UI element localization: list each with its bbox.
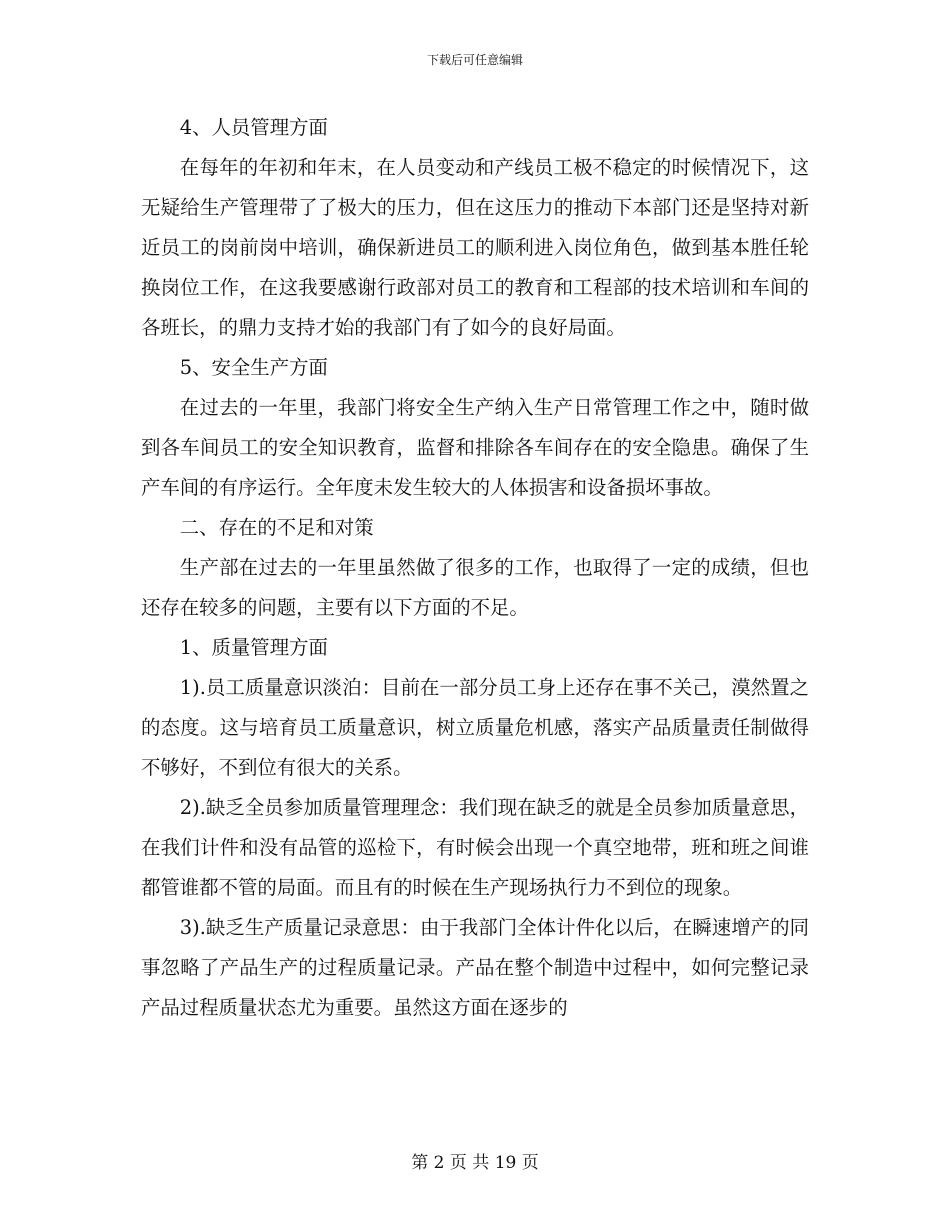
paragraph-personnel: 在每年的年初和年末，在人员变动和产线员工极不稳定的时候情况下，这无疑给生产管理带了了极大的压力，但在这压力的推动下本部门还是坚持对新近员工的岗前岗中培训，确保新进员工的顺利进入岗位角色，做到基本胜任轮换岗位工作，在这我要感谢行政部对员工的教育和工程部的技术培训和车间的各班长，的鼎力支持才始的我部门有了如今的良好局面。	[141, 156, 809, 339]
page-footer: 第 2 页 共 19 页	[411, 1153, 539, 1173]
document-body	[141, 108, 809, 1028]
paragraph-quality-1: 1).员工质量意识淡泊：目前在一部分员工身上还存在事不关己，漠然置之的态度。这与培育员工质量意识，树立质量危机感，落实产品质量责任制做得不够好，不到位有很大的关系。	[141, 676, 809, 779]
section-heading-personnel: 4、人员管理方面	[179, 116, 328, 139]
paragraph-quality-3: 3).缺乏生产质量记录意思：由于我部门全体计件化以后，在瞬速增产的同事忽略了产品生产的过程质量记录。产品在整个制造中过程中，如何完整记录产品过程质量状态尤为重要。虽然这方面在逐步的	[141, 916, 809, 1019]
section-heading-shortcomings: 二、存在的不足和对策	[179, 516, 374, 539]
page-header: 下载后可任意编辑	[426, 53, 523, 67]
paragraph-shortcomings: 生产部在过去的一年里虽然做了很多的工作，也取得了一定的成绩，但也还存在较多的问题，主要有以下方面的不足。	[141, 556, 809, 619]
section-heading-safety: 5、安全生产方面	[179, 356, 328, 379]
paragraph-safety: 在过去的一年里，我部门将安全生产纳入生产日常管理工作之中，随时做到各车间员工的安全知识教育，监督和排除各车间存在的安全隐患。确保了生产车间的有序运行。全年度未发生较大的人体损害和设备损坏事故。	[141, 396, 809, 499]
section-heading-quality: 1、质量管理方面	[179, 636, 328, 659]
paragraph-quality-2: 2).缺乏全员参加质量管理理念：我们现在缺乏的就是全员参加质量意思，在我们计件和没有品管的巡检下，有时候会出现一个真空地带，班和班之间谁都管谁都不管的局面。而且有的时候在生产现场执行力不到位的现象。	[141, 796, 809, 899]
